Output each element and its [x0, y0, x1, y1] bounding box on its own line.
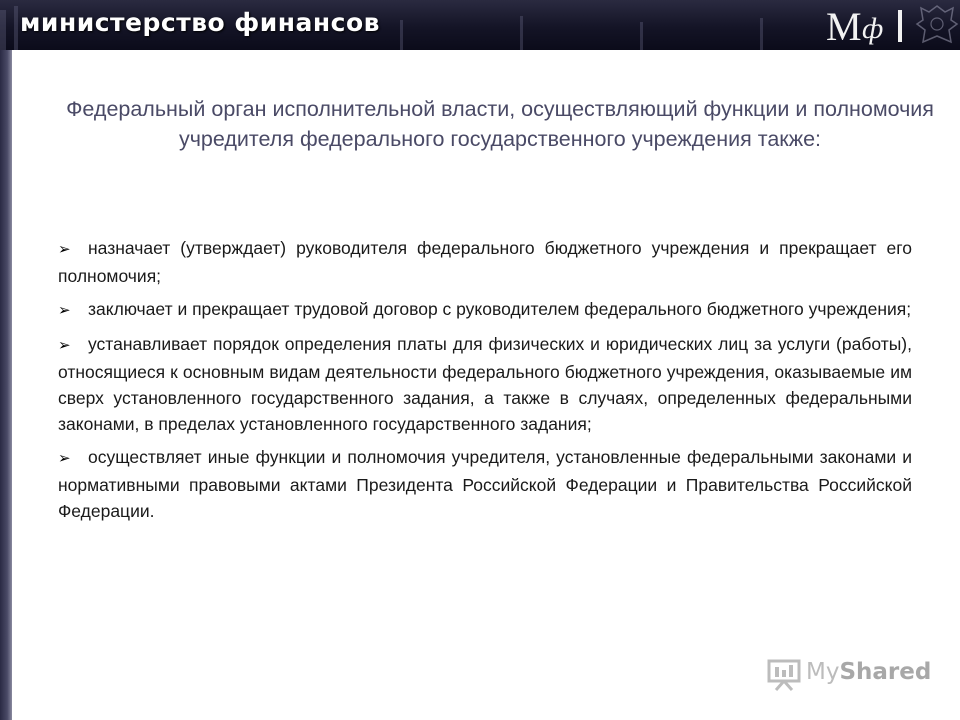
- bullet-list: [58, 235, 912, 531]
- slide-heading: Федеральный орган исполнительной власти, осуществляющий функции и полномочия учредителя федерального государственного учреждения также:: [66, 97, 934, 151]
- list-item-text: устанавливает порядок определения платы для физических и юридических лиц за услуги (работы), относящиеся к основным видам деятельности федерального бюджетного учреждения, оказываемые им сверх установленного государственного задания, а также в случаях, определенных федеральными законами, в пределах установленного государственного задания;: [58, 334, 912, 434]
- list-item-text: заключает и прекращает трудовой договор с руководителем федерального бюджетного учреждения;: [88, 299, 912, 319]
- coat-of-arms-icon: [915, 0, 960, 50]
- list-item: [58, 331, 912, 437]
- list-item-text: назначает (утверждает) руководителя федерального бюджетного учреждения и прекращает его полномочия;: [58, 238, 912, 286]
- header-bar: [0, 0, 960, 50]
- ministry-logo-icon: [826, 4, 916, 46]
- svg-text:M: M: [826, 4, 862, 46]
- list-item: [58, 444, 912, 524]
- watermark-text: MyShared: [806, 659, 932, 685]
- list-item: [58, 235, 912, 289]
- list-item-text: осуществляет иные функции и полномочия учредителя, установленные федеральными законами и нормативными правовыми актами Президента Российской Федерации и Правительства Российской Федерации.: [58, 447, 912, 521]
- arrow-right-icon: ➢: [58, 241, 71, 258]
- arrow-right-icon: ➢: [58, 337, 71, 354]
- svg-text:ф: ф: [862, 12, 884, 45]
- arrow-right-icon: ➢: [58, 450, 71, 467]
- myshared-watermark: [766, 656, 932, 692]
- presentation-icon: [766, 656, 802, 692]
- arrow-right-icon: ➢: [58, 302, 71, 319]
- list-item: [58, 296, 912, 324]
- left-decorative-bar: [0, 50, 12, 720]
- ministry-title: министерство финансов: [20, 8, 380, 37]
